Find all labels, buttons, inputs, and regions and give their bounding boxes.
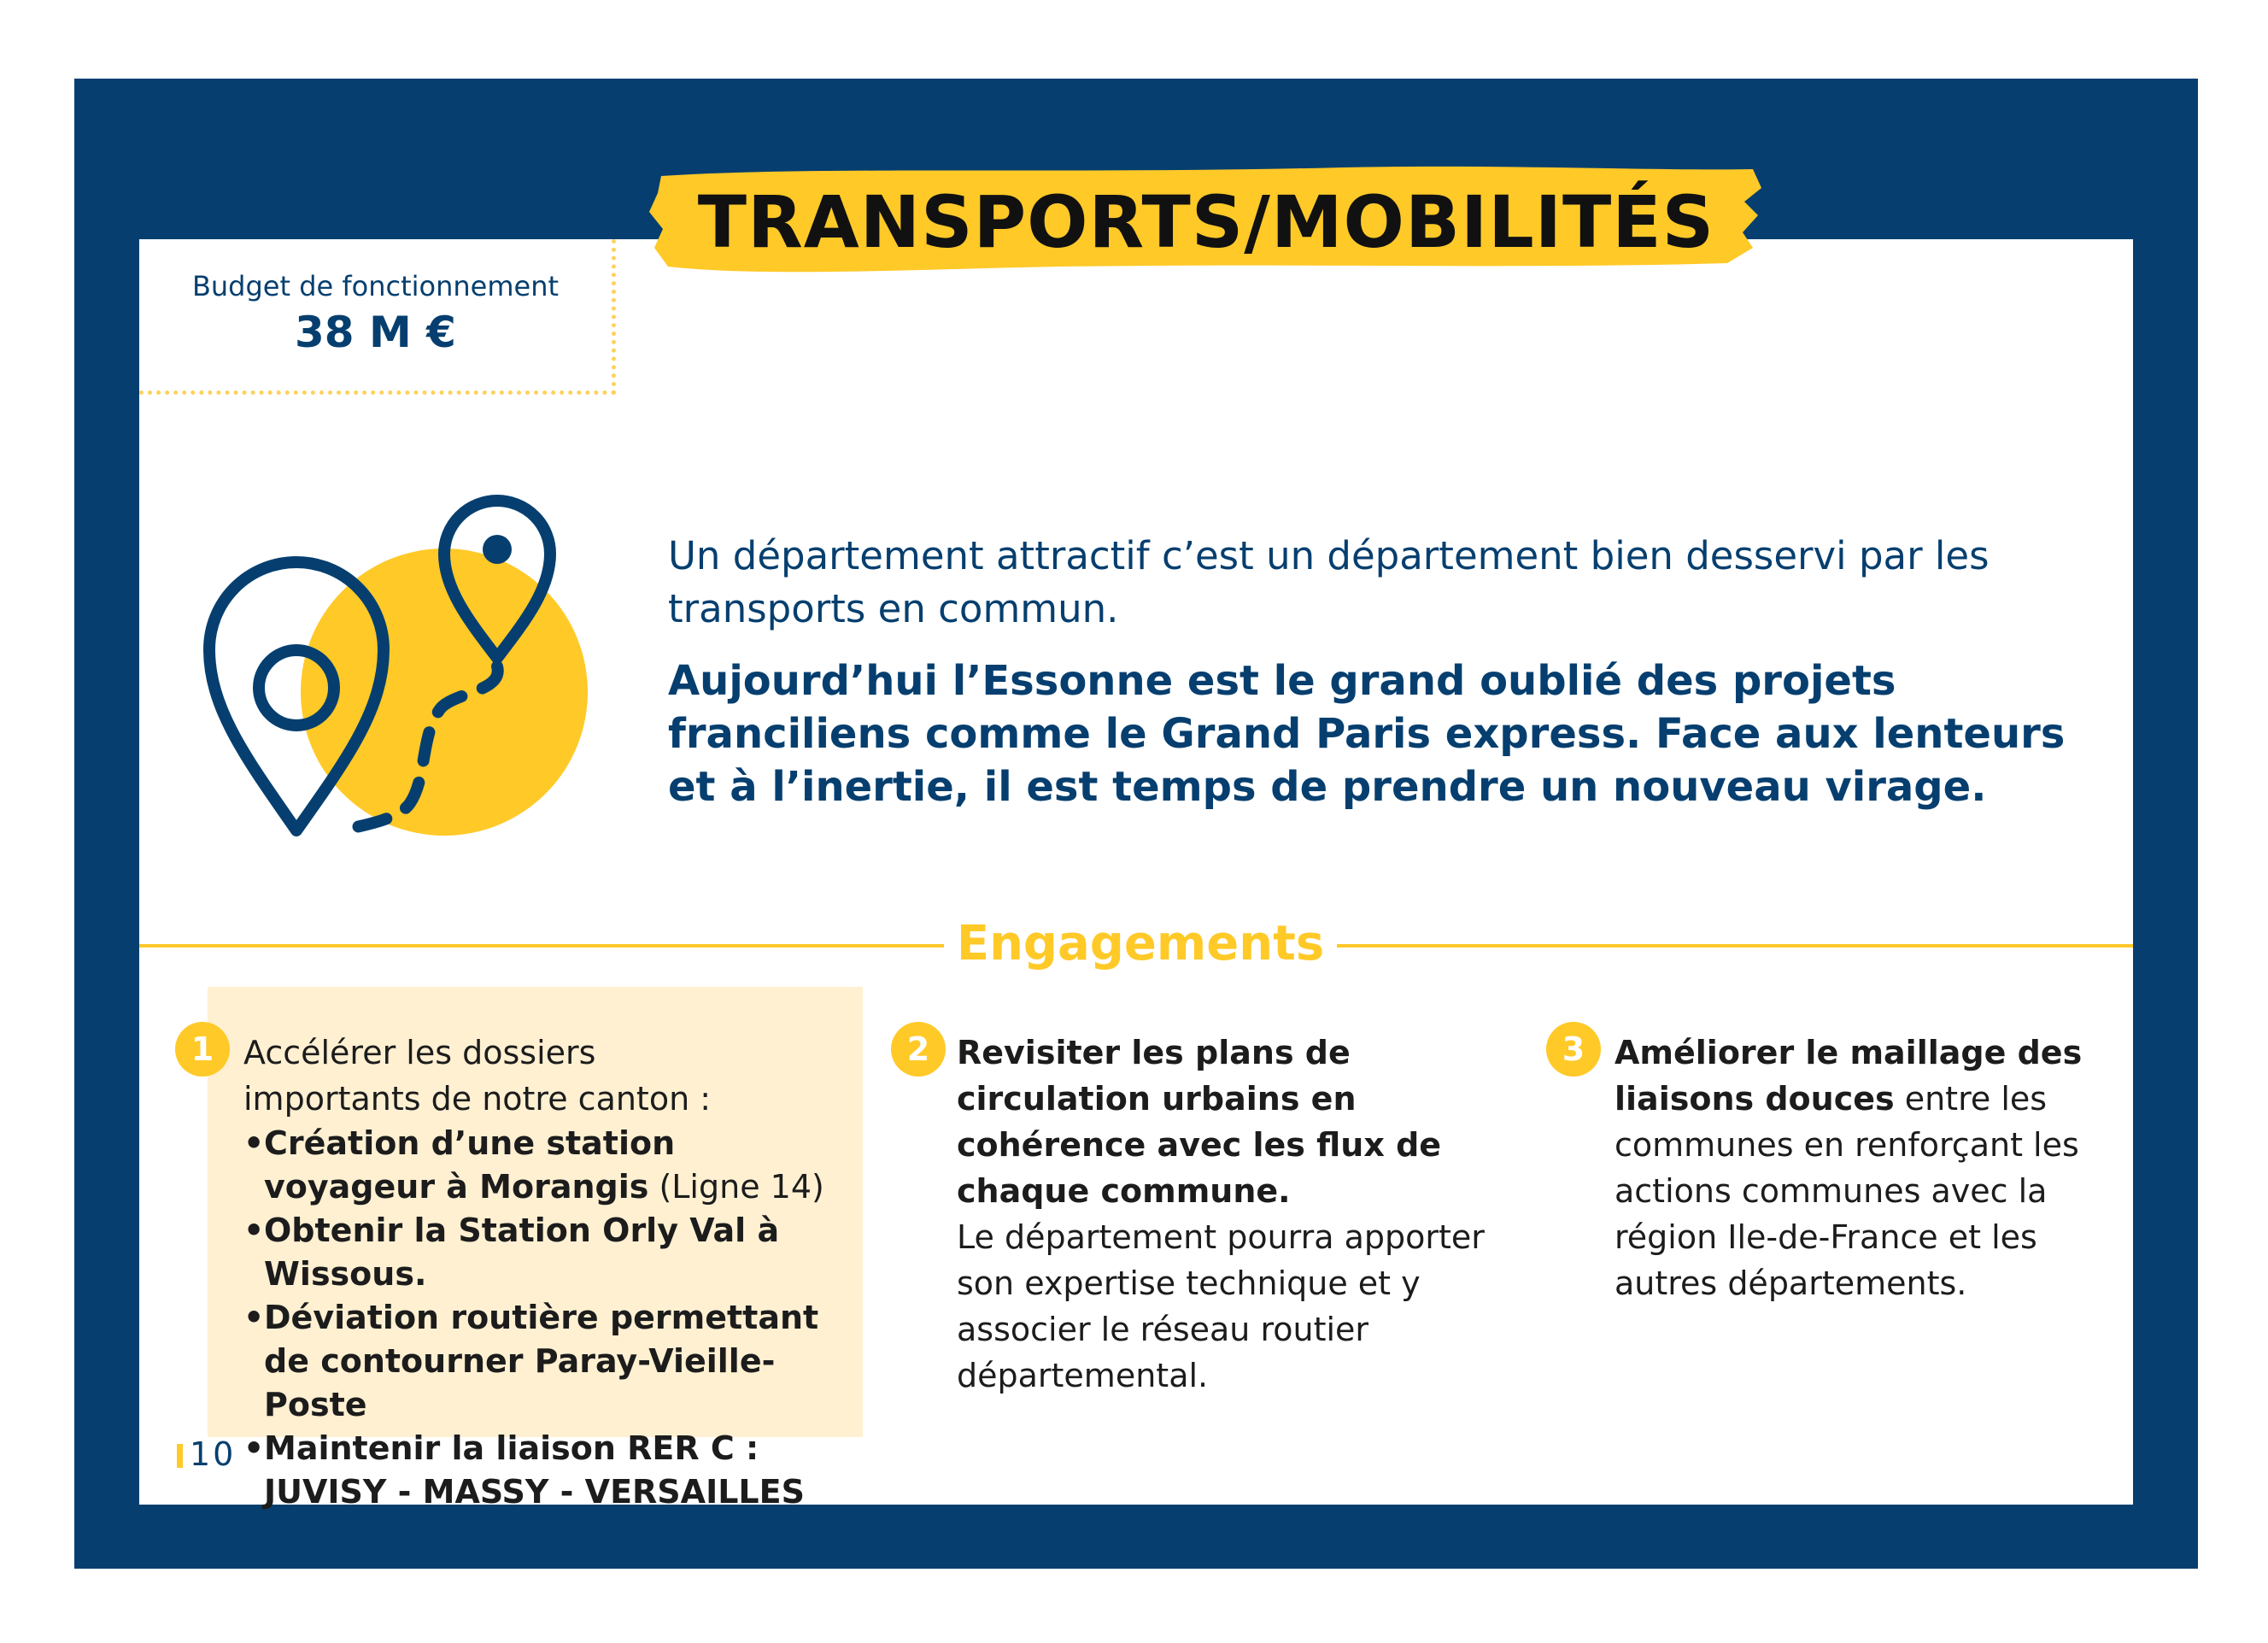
- engagement-1-list: [243, 1122, 850, 1514]
- engagement-1: [243, 1030, 859, 1514]
- engagement-3-heading: Améliorer le maillage des liaisons douces: [1615, 1034, 2083, 1118]
- list-item: • Déviation routière permettant de contourner Paray-Vieille-Poste: [243, 1296, 850, 1427]
- intro-statement: Un département attractif c’est un département bien desservi par les transports en commun.: [668, 533, 1990, 631]
- budget-box: [139, 239, 616, 395]
- engagement-3-number: 3: [1546, 1022, 1601, 1077]
- page-number: 10: [190, 1435, 237, 1473]
- engagements-title: Engagements: [956, 916, 1325, 971]
- engagement-2-number: 2: [891, 1022, 946, 1077]
- engagement-3-body: entre les communes en renforçant les actions communes avec la région Ile-de-France et les autres départements.: [1615, 1080, 2079, 1302]
- engagement-1-intro: Accélérer les dossiers importants de notre canton :: [243, 1034, 712, 1118]
- budget-label: Budget de fonctionnement: [191, 270, 560, 302]
- intro-emphasis: Aujourd’hui l’Essonne est le grand oublié des projets franciliens comme le Grand Paris express. Face aux lenteurs et à l’inertie, il est temps de prendre un nouveau virage.: [668, 657, 2066, 811]
- divider-right: [1337, 944, 2133, 948]
- engagement-2-body: Le département pourra apporter son expertise technique et y associer le réseau routier départemental.: [957, 1218, 1485, 1394]
- map-route-illustration: [196, 478, 607, 863]
- list-item: • Création d’une station voyageur à Morangis (Ligne 14): [243, 1122, 850, 1209]
- engagement-3: [1615, 1030, 2093, 1306]
- intro-block: [668, 530, 2078, 813]
- page-marker: [177, 1444, 183, 1468]
- list-item: • Obtenir la Station Orly Val à Wissous.: [243, 1209, 850, 1296]
- list-item: • Maintenir la liaison RER C : JUVISY - MASSY - VERSAILLES: [243, 1427, 850, 1514]
- divider-left: [139, 944, 944, 948]
- page-title: TRANSPORTS/MOBILITÉS: [697, 180, 1715, 264]
- budget-value: 38 M €: [295, 308, 456, 357]
- engagement-2-heading: Revisiter les plans de circulation urbains en cohérence avec les flux de chaque commune.: [957, 1034, 1442, 1210]
- engagement-1-number: 1: [175, 1022, 230, 1077]
- engagement-2: [957, 1030, 1521, 1399]
